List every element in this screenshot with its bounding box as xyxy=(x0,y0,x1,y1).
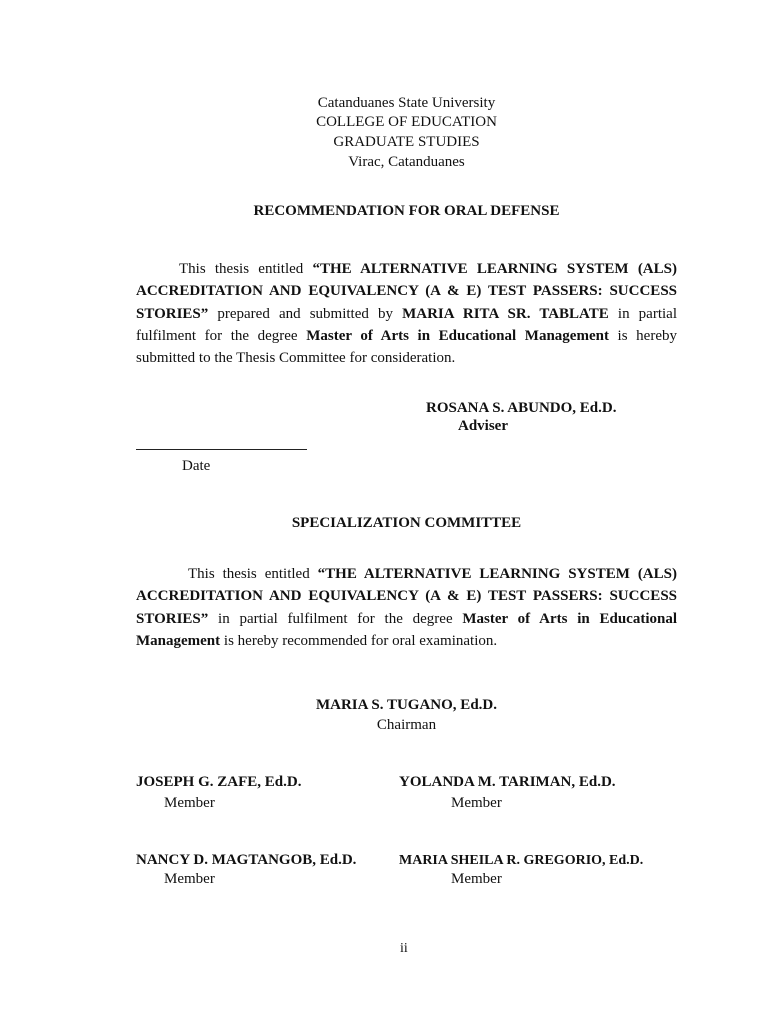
com-degree: Master of Arts in Educational Management xyxy=(136,610,677,649)
adviser-name: ROSANA S. ABUNDO, Ed.D. xyxy=(426,400,617,416)
rec-author: MARIA RITA SR. TABLATE xyxy=(402,305,609,322)
date-label: Date xyxy=(182,458,211,474)
committee-title: SPECIALIZATION COMMITTEE xyxy=(291,515,522,531)
member-role: Member xyxy=(164,795,215,811)
member-name: JOSEPH G. ZAFE, Ed.D. xyxy=(136,774,302,790)
rec-degree: Master of Arts in Educational Management xyxy=(306,327,609,344)
rec-end-text: is hereby submitted to the Thesis Committee for consideration. xyxy=(136,327,677,367)
page-number: ii xyxy=(400,941,408,956)
rec-intro-text: This thesis entitled xyxy=(179,261,313,277)
rec-mid2-text: in partial fulfilment for the degree xyxy=(136,305,677,344)
com-mid-text: in partial fulfilment for the degree xyxy=(208,610,463,627)
com-thesis-title: “THE ALTERNATIVE LEARNING SYSTEM (ALS) ACCREDITATION AND EQUIVALENCY (A & E) TEST PASSERS: SUCCESS STORIES” xyxy=(136,566,677,627)
location: Virac, Catanduanes xyxy=(348,154,465,170)
member-name: NANCY D. MAGTANGOB, Ed.D. xyxy=(136,852,357,868)
rec-mid-text: prepared and submitted by xyxy=(208,305,403,322)
chairman-name: MARIA S. TUGANO, Ed.D. xyxy=(315,697,497,713)
recommendation-paragraph xyxy=(136,258,677,369)
com-intro-text: This thesis entitled xyxy=(188,566,318,582)
adviser-role: Adviser xyxy=(458,418,508,434)
member-name: YOLANDA M. TARIMAN, Ed.D. xyxy=(399,774,616,790)
member-role: Member xyxy=(451,795,502,811)
date-signature-line xyxy=(136,449,307,450)
college-name: COLLEGE OF EDUCATION xyxy=(316,114,497,130)
chairman-role: Chairman xyxy=(376,717,437,733)
rec-thesis-title: “THE ALTERNATIVE LEARNING SYSTEM (ALS) ACCREDITATION AND EQUIVALENCY (A & E) TEST PASSERS: SUCCESS STORIES” xyxy=(136,261,677,322)
member-role: Member xyxy=(164,871,215,887)
member-name: MARIA SHEILA R. GREGORIO, Ed.D. xyxy=(399,853,644,868)
recommendation-title: RECOMMENDATION FOR ORAL DEFENSE xyxy=(253,203,560,219)
division-name: GRADUATE STUDIES xyxy=(333,134,480,150)
university-name: Catanduanes State University xyxy=(317,95,496,111)
com-end-text: is hereby recommended for oral examination. xyxy=(220,632,498,649)
committee-paragraph xyxy=(136,563,677,652)
member-role: Member xyxy=(451,871,502,887)
